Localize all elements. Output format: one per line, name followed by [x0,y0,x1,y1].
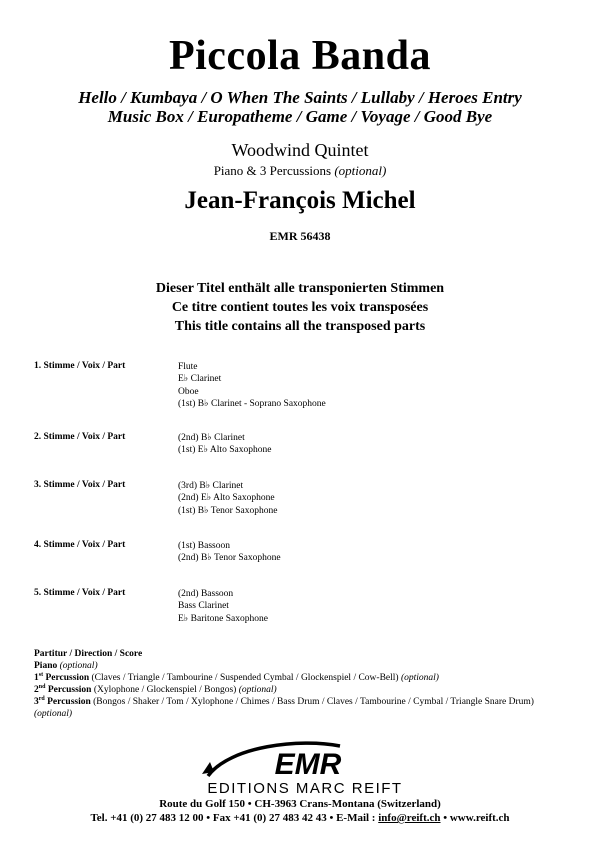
composer-name: Jean-François Michel [184,187,416,214]
part-instruments [178,588,268,625]
score-heading: Partitur / Direction / Score [34,649,143,659]
score-percussion-3: 3rd Percussion (Bongos / Shaker / Tom / Xylophone / Chimes / Bass Drum / Claves / Tambourine / Cymbal / Triangle Snare Drum) (optional) [34,695,534,719]
score-percussion-1: 1st Percussion (Claves / Triangle / Tambourine / Suspended Cymbal / Glockenspiel / Cow-Bell) (optional) [34,671,439,683]
instrumentation-optional: (optional) [334,163,387,178]
instrument: Oboe [178,386,199,397]
score-percussion-2: 2nd Percussion (Xylophone / Glockenspiel / Bongos) (optional) [34,683,277,695]
song-list-line-2: Music Box / Europatheme / Game / Voyage / Good Bye [107,107,493,126]
notice-french: Ce titre contient toutes les voix transposées [171,300,429,315]
instrument: Flute [178,362,198,372]
logo-mark: EMR [274,748,342,781]
catalog-number: EMR 56438 [269,229,331,243]
instrument: (2nd) B♭ Clarinet [178,433,245,443]
instrument: (2nd) B♭ Tenor Saxophone [178,553,281,564]
instrument: (1st) B♭ Tenor Saxophone [178,505,278,516]
logo-star-icon [202,762,214,774]
emr-logo [190,738,420,796]
score-section [34,648,574,720]
instrument: (3rd) B♭ Clarinet [178,481,244,491]
score-piano: Piano (optional) [34,661,98,671]
instrument: Bass Clarinet [178,601,229,612]
part-instruments [178,432,271,457]
instrument: E♭ Clarinet [178,374,222,385]
instrument: (1st) B♭ Clarinet - Soprano Saxophone [178,398,326,409]
email-link[interactable]: info@reift.ch [378,812,441,824]
publisher-address: Route du Golf 150 • CH-3963 Crans-Montana (Switzerland) [159,798,441,810]
notice-english: This title contains all the transposed parts [174,319,426,334]
publisher-contact [0,812,600,824]
part-instruments [178,480,277,517]
instrumentation-text: Piano & 3 Percussions [213,163,332,178]
part-label: 5. Stimme / Voix / Part [34,588,126,598]
part-instruments [178,361,326,410]
part-instruments [178,540,281,565]
instrument: (2nd) E♭ Alto Saxophone [178,493,275,504]
instrumentation [0,163,600,179]
instrument: (1st) E♭ Alto Saxophone [178,445,272,456]
instrument: (1st) Bassoon [178,541,230,551]
page-title: Piccola Banda [168,33,431,79]
contact-web[interactable]: • www.reift.ch [440,812,510,824]
part-label: 3. Stimme / Voix / Part [34,480,126,490]
part-label: 4. Stimme / Voix / Part [34,540,126,550]
instrument: E♭ Baritone Saxophone [178,613,268,624]
part-label: 1. Stimme / Voix / Part [34,361,126,371]
part-label: 2. Stimme / Voix / Part [34,432,126,442]
instrument: (2nd) Bassoon [178,589,234,599]
publisher-name: EDITIONS MARC REIFT [207,780,403,796]
notice-german: Dieser Titel enthält alle transponierten Stimmen [155,281,445,296]
ensemble: Woodwind Quintet [231,140,369,160]
song-list-line-1: Hello / Kumbaya / O When The Saints / Lullaby / Heroes Entry [78,88,522,107]
contact-phone-fax: Tel. +41 (0) 27 483 12 00 • Fax +41 (0) 27 483 42 43 • E-Mail : [90,812,379,824]
